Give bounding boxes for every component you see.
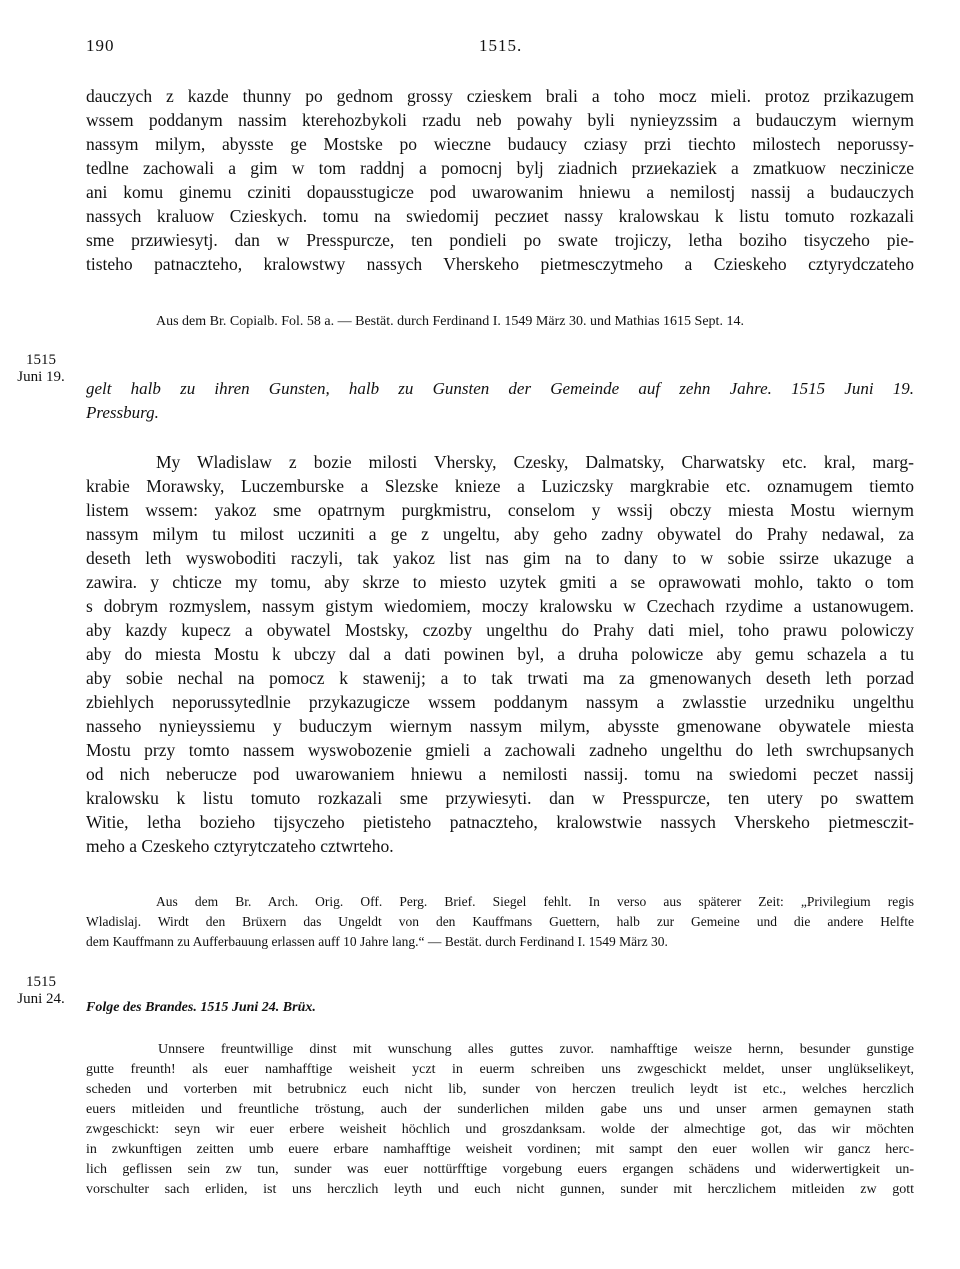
source-line: Wladislaj. Wirdt den Brüxern das Ungeldt von den Kauffmans Guettern, halb zur Gemeine und die andere Helfte [86,914,914,929]
text-line: tedlne zachowali a gim w tom raddnj a pomocnj bylj ziadnich przиekaziek a zmatkuow necziniсze [86,158,914,178]
text-line: in zwkunftigen zeitten umb euere erbare namhafftige weisheit vordinen; mit sampt den euer wollen wir gancz herc- [86,1142,914,1157]
text-line: listem wssem: yakoz sme opatrnym purgkmistru, conselom y wssij obczy miesta Mostu wiernym [86,500,914,520]
title-line [142,978,914,1002]
text-line: sme przиwiesytj. dan w Presspurcze, ten pondieli po swate trojiczy, letha boziho tisyczeho pie- [86,230,914,250]
title-line: gelt halb zu ihren Gunsten, halb zu Gunsten der Gemeinde auf zehn Jahre. 1515 Juni 19. [86,379,914,398]
margin-date [10,974,72,1008]
text-line: aby sobie nechal na pomocz k stawenij; a to tak trwati ma za gmenowanych deseth leth porzad [86,668,914,688]
text-line: nassym milym, abysste ge Mostske po wieczne budaucy cziasy przi tiechto milostech neporussy- [86,134,914,154]
margin-year: 1515 [26,352,56,368]
text-line: nasseho nynieyssiemu y buduczym wiernym nassym milym, abysste gmenowane obywatele miesta [86,716,914,736]
margin-year: 1515 [26,974,56,990]
text-line: zawira. y chticze my tomu, aby skrze to miesto uzytek gmiti a se oprawowati mohlo, takto o tom [86,572,914,592]
text-line: meho a Czeskeho cztyrytczateho cztwrteho. [86,836,394,856]
text-line: aby kazdy kupecz a obywatel Mostsky, czozby ungelthu do Prahy dati miel, toho prawu polowiczy [86,620,914,640]
text-line: nassym milym tu milost uczиniti a ge z ungeltu, aby geho zadny obywatel do Prahy nedawal, za [86,524,914,544]
closing-line [86,858,914,882]
title-line: Folge des Brandes. 1515 Juni 24. Brüx. [86,1000,316,1015]
text-line: kralowsku k listu tomuto rozkazali sme przywiesyti. dan w Presspurcze, ten utery po swattem [86,788,914,808]
closing-line [86,276,914,300]
text-line: deseth leth wyswoboditi raczyli, tak yakoz list nas gim na to dany to w sobie ssirze ukazuge a [86,548,914,568]
text-line: nassych kraluow Czieskych. tomu na swiedomij peczиet nassy kralowskau k listu tomuto rozkazali [86,206,914,226]
text-line: euers mitleiden und freuntliche tröstung, auch der sunderlichen milden gabe uns und unser armen gemaynen stath [86,1102,914,1117]
title-line: Pressburg. [86,403,159,422]
text-line: ani komu ginemu cziniti dopausstugicze pod uwarowanim hniewu a nemilostj nassij a budauczych [86,182,914,202]
text-line: tisteho patnaczteho, kralowstwy nassych Vherskeho pietmesczytmeho a Czieskeho cztyrydczateho [86,254,914,274]
text-line: s dobrym rozmyslem, nassym gistym wiedomiem, moczy kralowsku w Czechach rzydime a ustanowugem. [86,596,914,616]
text-line: vorschulter sach erliden, ist uns herczlich leyth und euch nicht gunnen, sunder mit herczlichem mitleiden zw gott [86,1182,914,1197]
text-line: Unnsere freuntwillige dinst mit wunschung alles guttes zuvor. namhafftige weisze hernn, besunder gunstige [158,1042,914,1057]
margin-date [10,352,72,386]
text-line: lich geflissen sein zw tun, sunder was euer nottürfftige vorgebung euers ergangen schädens und widerwertigkeit un- [86,1162,914,1177]
text-line: zbiehlych neporussytedlnie przykazugicze wssem poddanym nassym a zwlasstie urzedniku ungelthu [86,692,914,712]
text-line: gutte freunth! als euer namhafftige weisheit yczt in euerm schreiben uns zwgeschickt meldet, unser unglükselikeyt, [86,1062,914,1077]
source-line: Aus dem Br. Arch. Orig. Off. Perg. Brief. Siegel fehlt. In verso aus späterer Zeit: „Privilegium regis [156,894,914,909]
text-line: wssem poddanym nassim kterehozbykoli rzadu neb powahy byli nynieyzssim a budauczym wiernym [86,110,914,130]
text-line: aby do miesta Mostu k ubczy dal a dati powinen byl, a druha polowicze aby gemu schazela a tu [86,644,914,664]
text-line: scheden und vorterben mit betrubnicz euch nicht lib, sunder von herczen treulich leydt ist etc., welches herczlich [86,1082,914,1097]
text-line: od nich neberucze pod uwarowaniem hniewu a nemilosti nassij. tomu na swiedomi peczet nassij [86,764,914,784]
text-line: Mostu przy tomto nassem wyswobozenie gmieli a zachowali zadneho ungelthu do leth swrchupsanych [86,740,914,760]
source-line: dem Kauffmann zu Aufferbauung erlassen auff 10 Jahre lang.“ — Bestät. durch Ferdinand I. 1549 März 30. [86,934,668,949]
source-note: Aus dem Br. Copialb. Fol. 58 a. — Bestät. durch Ferdinand I. 1549 März 30. und Mathias 1615 Sept. 14. [156,314,744,329]
margin-day: Juni 19. [17,369,65,385]
page-number: 190 [86,36,115,55]
running-head-year: 1515. [479,36,523,55]
text-line: zwgeschickt: seyn wir euer erbere weisheit höchlich und groszdanksam. wolde der almechtige got, das wir möchten [86,1122,914,1137]
text-line: My Wladislaw z bozie milosti Vhersky, Czesky, Dalmatsky, Charwatsky etc. kral, marg- [156,452,914,472]
margin-day: Juni 24. [17,991,65,1007]
text-line: Witie, letha bozieho tijsyczeho pietisteho patnaczteho, kralowstwie nassych Vherskeho pietmesczit- [86,812,914,832]
title-line [142,355,914,379]
text-line: dauczych z kazde thunny po gednom grossy czieskem brali a toho mocz mieli. protoz przikazugem [86,86,914,106]
text-line: krabie Morawsky, Luczemburske a Slezske knieze a Luziczsky margkrabie etc. oznamugem tiemto [86,476,914,496]
